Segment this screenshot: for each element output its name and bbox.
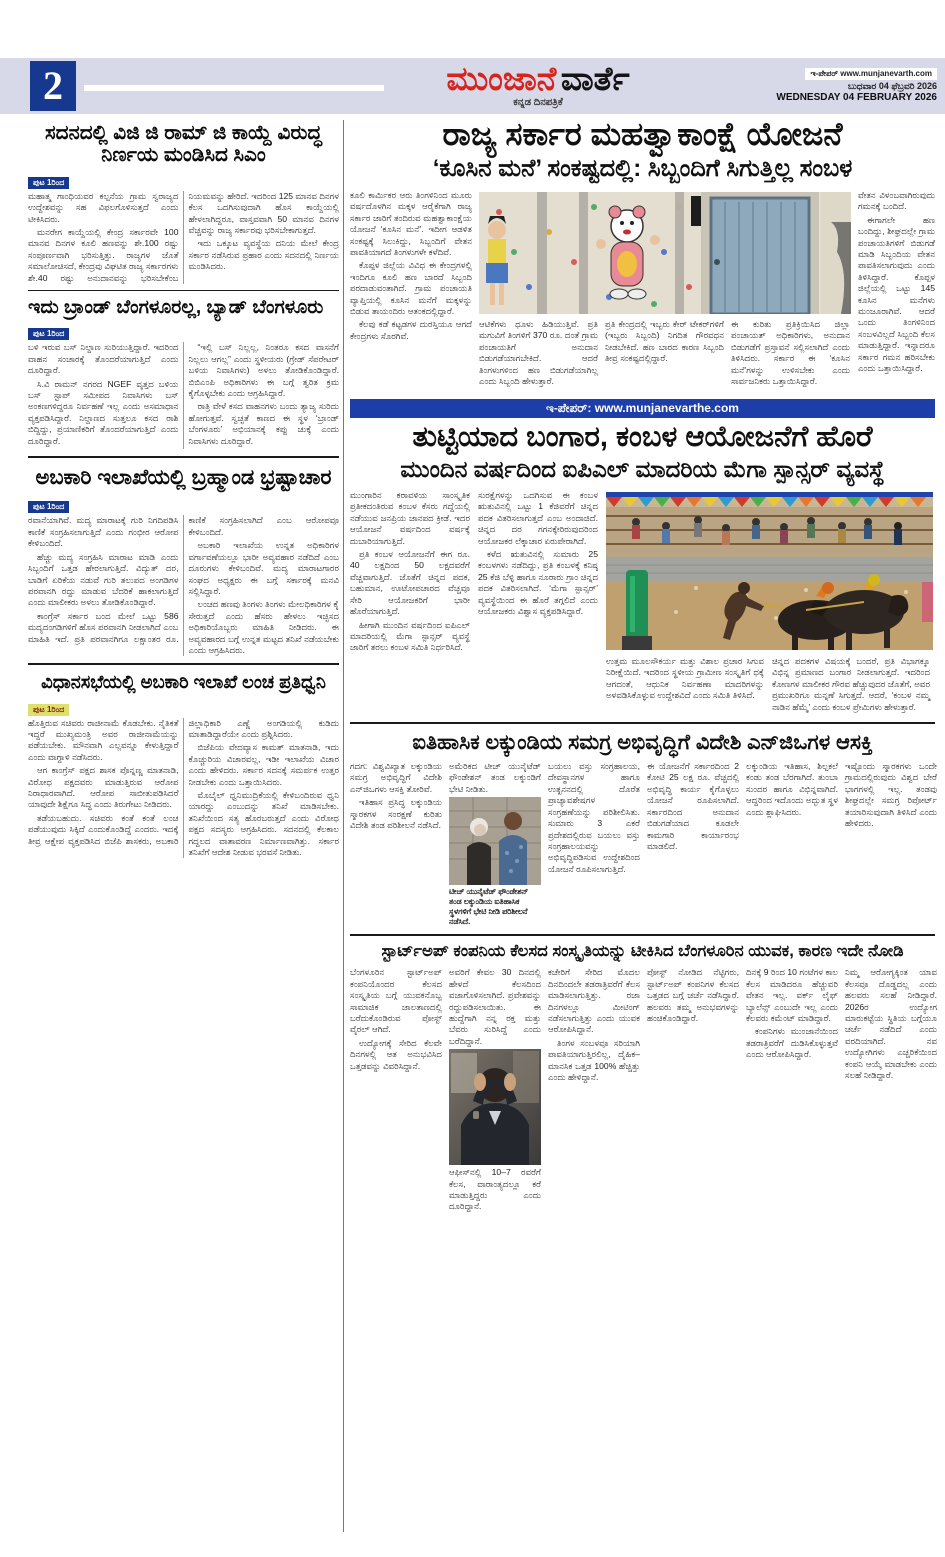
article-cm-resolution (28, 120, 339, 284)
stressed-man-photo (449, 1049, 541, 1165)
article-body-column: ಕೂಲಿ ಕಾರ್ಮಿಕರ ಆರು ತಿಂಗಳಿನಿಂದ ಮೂರು ವರ್ಷದೊಳಗಿನ ಮಕ್ಕಳ ಆರೈಕೆಗಾಗಿ ರಾಜ್ಯ ಸರ್ಕಾರ ಜಾರಿಗೆ ತಂದಿರುವ ಮಹತ್ವಾಕಾಂಕ್ಷೆಯ ಯೋಜನೆ ‘ಕೂಸಿನ ಮನೆ’. ಇದೀಗ ಆಡಳಿತ ಸಂಕಷ್ಟಕ್ಕೆ ಸಿಲುಕಿದ್ದು, ಸಿಬ್ಬಂದಿಗೆ ವೇತನ ಪಾವತಿಯಾಗದೆ ತಿಂಗಳುಗಳೇ ಕಳೆದಿವೆ. ಕೊಪ್ಪಳ ಜಿಲ್ಲೆಯ ವಿವಿಧ ಈ ಕೇಂದ್ರಗಳಲ್ಲಿ ಇಂದಿಗೂ ಕೂಲಿ ಹಣ ಬಾರದೆ ಸಿಬ್ಬಂದಿ ಪರದಾಡುವಂತಾಗಿದೆ. ಗ್ರಾಮ ಪಂಚಾಯತಿ ವ್ಯಾಪ್ತಿಯಲ್ಲಿ ಕೂಸಿನ ಮನೆಗೆ ಮಕ್ಕಳನ್ನು ಬಿಡುವ ತಾಯಂದಿರು ಆತಂಕದಲ್ಲಿದ್ದಾರೆ. ಕೆಲವು ಕಡೆ ಕಟ್ಟಡಗಳ ದುರಸ್ತಿಯೂ ಆಗದೆ ಕೇಂದ್ರಗಳು ಸೊರಗಿವೆ. (350, 189, 472, 341)
article-body-column: ಬಯಲು ವಸ್ತು ಸಂಗ್ರಹಾಲಯ, ದೇವಸ್ಥಾನಗಳ ಹಾಗೂ ಉತ್ಖನನದಲ್ಲಿ ದೊರೆತ ಪ್ರಾಚ್ಯಾವಶೇಷಗಳ ಸಂಗ್ರಹಣೆಯನ್ನು ಪರಿಶೀಲಿಸಿತು. ಸುಮಾರು 3 ಎಕರೆ ಪ್ರದೇಶದಲ್ಲಿರುವ ಬಯಲು ವಸ್ತು ಸಂಗ್ರಹಾಲಯವನ್ನು ಅಭಿವೃದ್ಧಿಪಡಿಸುವ ಉದ್ದೇಶದಿಂದ ಯೋಜನೆ ರೂಪಿಸಲಾಗುತ್ತಿದೆ. (548, 761, 640, 874)
from-page-tag: ಪುಟ 1ರಿಂದ (28, 501, 69, 513)
article-headline: ಅಬಕಾರಿ ಇಲಾಖೆಯಲ್ಲಿ ಬ್ರಹ್ಮಾಂಡ ಭ್ರಷ್ಟಾಚಾರ (35, 465, 332, 489)
page-number: 2 (30, 61, 76, 111)
from-page-tag: ಪುಟ 1ರಿಂದ (28, 328, 69, 340)
article-koosina-mane (350, 118, 935, 389)
article-body-column: ಗದಗ: ವಿಶ್ವವಿಖ್ಯಾತ ಲಕ್ಕುಂಡಿಯ ಸಮಗ್ರ ಅಭಿವೃದ್ಧಿಗೆ ವಿದೇಶಿ ಎನ್‌ಜಿಒಗಳು ಆಸಕ್ತಿ ತೋರಿವೆ. ಇತಿಹಾಸ ಪ್ರಸಿದ್ಧ ಲಕ್ಕುಂಡಿಯ ಸ್ಮಾರಕಗಳ ಸಂರಕ್ಷಣೆ ಕುರಿತು ವಿದೇಶಿ ತಂಡ ಪರಿಶೀಲನೆ ನಡೆಸಿದೆ. (350, 761, 442, 831)
photo-caption: ಟೀಚ್ ಯುನೈಟೆಡ್ ಫೌಂಡೇಶನ್ ತಂಡ ಲಕ್ಕುಂಡಿಯ ಐತಿಹಾಸಿಕ ಸ್ಥಳಗಳಿಗೆ ಭೇಟಿ ನೀಡಿ ಪರಿಶೀಲನೆ ನಡೆಸಿದೆ. (449, 887, 529, 927)
article-body-column: ಈ ಕುರಿತು ಪ್ರತಿಕ್ರಿಯಿಸಿದ ಜಿಲ್ಲಾ ಪಂಚಾಯತ್ ಅಧಿಕಾರಿಗಳು, ಅನುದಾನ ಬಿಡುಗಡೆಗೆ ಪ್ರಸ್ತಾವನೆ ಸಲ್ಲಿಸಲಾಗಿದೆ ಎಂದು ತಿಳಿಸಿದರು. ಸರ್ಕಾರ ಈ ‘ಕೂಸಿನ ಮನೆ’ಗಳನ್ನು ಉಳಿಸಬೇಕು ಎಂದು ಸಾರ್ವಜನಿಕರು ಒತ್ತಾಯಿಸಿದ್ದಾರೆ. (731, 318, 850, 387)
startup-headline: ಸ್ಟಾರ್ಟ್‌ಅಪ್ ಕಂಪನಿಯ ಕೆಲಸದ ಸಂಸ್ಕೃತಿಯನ್ನು ಟೀಕಿಸಿದ ಬೆಂಗಳೂರಿನ ಯುವಕ, ಕಾರಣ ಇದೇ ನೋಡಿ (381, 942, 904, 961)
kambala-headline: ತುಟ್ಟಿಯಾದ ಬಂಗಾರ, ಕಂಬಳ ಆಯೋಜನೆಗೆ ಹೊರೆ (412, 421, 873, 454)
date-kannada: ಬುಧವಾರ 04 ಫೆಬ್ರವರಿ 2026 (847, 81, 937, 91)
from-page-tag: ಪುಟ 1ರಿಂದ (28, 704, 69, 716)
right-column (350, 118, 935, 1215)
article-body-column: ಚಿನ್ನದ ಪದಕಗಳ ವಿಷಯಕ್ಕೆ ಬಂದರೆ, ಪ್ರತಿ ವಿಭಾಗಕ್ಕೂ ವಿಭಿನ್ನ ಪ್ರಮಾಣದ ಬಂಗಾರ ನೀಡಲಾಗುತ್ತದೆ. ಇದರಿಂದ ಕೋಣಗಳ ಮಾಲೀಕರ ಗೌರವ ಹೆಚ್ಚುವುದರ ಜೊತೆಗೆ, ಅವರ ಪ್ರಮುಖರಿಗೂ ಮನ್ನಣೆ ಸಿಗುತ್ತದೆ. ಆದರೆ, ‘ಕಂಬಳ ನಮ್ಮ ನಾಡಿನ ಹೆಮ್ಮೆ’ ಎಂದು ಕಂಬಳ ಪ್ರೇಮಿಗಳು ಹೇಳುತ್ತಾರೆ. (772, 656, 930, 712)
article-headline: ಇದು ಬ್ರಾಂಡ್ ಬೆಂಗಳೂರಲ್ಲ, ಬ್ಯಾಡ್ ಬೆಂಗಳೂರು (28, 297, 324, 319)
masthead-band (0, 58, 945, 114)
article-lakkundi-ngo (350, 726, 935, 927)
article-startup-culture (350, 938, 935, 1214)
title-word-red: ಮುಂಜಾನೆ (446, 60, 557, 97)
ngo-headline: ಐತಿಹಾಸಿಕ ಲಕ್ಕುಂಡಿಯ ಸಮಗ್ರ ಅಭಿವೃದ್ಧಿಗೆ ವಿದೇಶಿ ಎನ್‌ಜಿಒಗಳ ಆಸಕ್ತಿ (412, 731, 873, 755)
column-divider (343, 120, 344, 1532)
section-divider (350, 722, 935, 724)
kambala-subheadline: ಮುಂದಿನ ವರ್ಷದಿಂದ ಐಪಿಎಲ್ ಮಾದರಿಯ ಮೆಗಾ ಸ್ಪಾನ್ಸರ್ ವ್ಯವಸ್ಥೆ (400, 455, 885, 482)
article-body-column: ಪ್ರತಿ ಕೇಂದ್ರದಲ್ಲಿ ಇಬ್ಬರು ಕೇರ್ ಟೇಕರ್‌ಗಳಿಗೆ (ಇಬ್ಬರು ಸಿಬ್ಬಂದಿ) ನಿಗದಿತ ಗೌರವಧನ ನೀಡಬೇಕಿದೆ. ಹಣ ಬಾರದ ಕಾರಣ ಸಿಬ್ಬಂದಿ ತೀವ್ರ ಸಂಕಷ್ಟದಲ್ಲಿದ್ದಾರೆ. (605, 318, 724, 364)
section-divider (350, 934, 935, 936)
article-body-column: ವೇತನ ವಿಳಂಬವಾಗಿರುವುದು ಗಮನಕ್ಕೆ ಬಂದಿದೆ. ಈಗಾಗಲೇ ಹಣ ಬಂದಿದ್ದು, ಶೀಘ್ರದಲ್ಲೇ ಗ್ರಾಮ ಪಂಚಾಯತಿಗಳಿಗೆ ಬಿಡುಗಡೆ ಮಾಡಿ ಸಿಬ್ಬಂದಿಯ ವೇತನ ಪಾವತಿಸಲಾಗುವುದು ಎಂದು ತಿಳಿಸಿದ್ದಾರೆ. ಕೊಪ್ಪಳ ಜಿಲ್ಲೆಯಲ್ಲಿ ಒಟ್ಟು 145 ಕೂಸಿನ ಮನೆಗಳು ಮಂಜೂರಾಗಿವೆ. ಆದರೆ ಒಂದು ತಿಂಗಳಿನಿಂದ ಸಂಬಳವಿಲ್ಲದೆ ಸಿಬ್ಬಂದಿ ಕೆಲಸ ಮಾಡುತ್ತಿದ್ದಾರೆ. ಇನ್ನಾದರೂ ಸರ್ಕಾರ ಗಮನ ಹರಿಸಬೇಕು ಎಂದು ಒತ್ತಾಯಿಸಿದ್ದಾರೆ. (858, 189, 935, 374)
article-body-column: ಅಮೆರಿಕದ ಟೀಚ್ ಯುನೈಟೆಡ್ ಫೌಂಡೇಶನ್ ತಂಡ ಲಕ್ಕುಂಡಿಗೆ ಭೇಟಿ ನೀಡಿತು. (449, 761, 541, 794)
lakkundi-visit-photo (449, 797, 541, 885)
kambala-buffalo-race-photo (606, 492, 933, 650)
article-body-column: ಪೋಸ್ಟ್ ನೋಡಿದ ನೆಟ್ಟಿಗರು, ಸ್ಟಾರ್ಟ್‌ಅಪ್ ಕಂಪನಿಗಳ ಕೆಲಸದ ಒತ್ತಡದ ಬಗ್ಗೆ ಚರ್ಚೆ ನಡೆಸಿದ್ದಾರೆ. ಹಲವರು ತಮ್ಮ ಅನುಭವಗಳನ್ನು ಹಂಚಿಕೊಂಡಿದ್ದಾರೆ. (647, 967, 739, 1023)
article-body-column: ಸುರಕ್ಷೆಗಳನ್ನು ಒದಗಿಸುವ ಈ ಕಂಬಳ ಋತುವಿನಲ್ಲಿ ಒಟ್ಟು 1 ಕೆಜಿವರೆಗೆ ಚಿನ್ನದ ಪದಕ ವಿತರಿಸಲಾಗುತ್ತದೆ ಎಂಬ ಅಂದಾಜಿದೆ. ಚಿನ್ನದ ದರ ಗಗನಕ್ಕೇರಿರುವುದರಿಂದ ಆಯೋಜಕರ ಲೆಕ್ಕಾಚಾರ ಏರುಪೇರಾಗಿದೆ. ಕಳೆದ ಋತುವಿನಲ್ಲಿ ಸುಮಾರು 25 ಕಂಬಳಗಳು ನಡೆದಿದ್ದು, ಪ್ರತಿ ಕಂಬಳಕ್ಕೆ ಕನಿಷ್ಠ 25 ಕೆಜಿ ಬೆಳ್ಳಿ ಹಾಗೂ ನೂರಾರು ಗ್ರಾಂ ಚಿನ್ನದ ಪದಕ ವಿತರಿಸಲಾಗಿದೆ. ‘ಮೆಗಾ ಸ್ಪಾನ್ಸರ್’ ವ್ಯವಸ್ಥೆಯಿಂದ ಈ ಹೊರೆ ತಗ್ಗಲಿದೆ ಎಂದು ಆಯೋಜಕರು ವಿಶ್ವಾಸ ವ್ಯಕ್ತಪಡಿಸಿದ್ದಾರೆ. (478, 490, 598, 617)
epaper-url: ಇ-ಪೇಪರ್ www.munjanevarth.com (805, 68, 937, 80)
article-body-column: ದಿನಕ್ಕೆ 9 ರಿಂದ 10 ಗಂಟೆಗಳ ಕಾಲ ಕೆಲಸ ಮಾಡಿದರೂ ಹೆಚ್ಚುವರಿ ವೇತನ ಇಲ್ಲ. ವರ್ಕ್ ಲೈಫ್ ಬ್ಯಾಲೆನ್ಸ್ ಎಂಬುದೇ ಇಲ್ಲ ಎಂದು ಕೆಲವರು ಕಮೆಂಟ್ ಮಾಡಿದ್ದಾರೆ. ಕಂಪನಿಗಳು ಮುಂಜಾನೆಯಿಂದ ತಡರಾತ್ರಿವರೆಗೆ ದುಡಿಸಿಕೊಳ್ಳುತ್ತವೆ ಎಂದು ಆರೋಪಿಸಿದ್ದಾರೆ. (746, 967, 838, 1060)
article-body-column: ಆಫೀಸ್‌ನಲ್ಲಿ 10–7 ರವರೆಗೆ ಕೆಲಸ, ವಾರಾಂತ್ಯದಲ್ಲೂ ಕರೆ ಮಾಡುತ್ತಿದ್ದರು ಎಂದು ದೂರಿದ್ದಾನೆ. (449, 1167, 541, 1212)
article-body: ರವಾನೆಯಾಗಿವೆ. ಮದ್ಯ ಮಾರಾಟಕ್ಕೆ ಗುರಿ ನಿಗದಿಪಡಿಸಿ ಕಾಣಿಕೆ ಸಂಗ್ರಹಿಸಲಾಗುತ್ತಿದೆ ಎಂದು ಗಂಭೀರ ಆರೋಪ ಕೇಳಿಬಂದಿದೆ. ಹೆಚ್ಚು ಮದ್ಯ ಸಂಗ್ರಹಿಸಿ ಮಾರಾಟ ಮಾಡಿ ಎಂದು ಸಿಬ್ಬಂದಿಗೆ ಒತ್ತಡ ಹೇರಲಾಗುತ್ತಿದೆ. ವಿದ್ಯುತ್ ದರ, ಬಾಡಿಗೆ ಏರಿಕೆಯ ನಡುವೆ ಗುರಿ ತಲುಪದ ಅಂಗಡಿಗಳ ಪರವಾನಗಿ ರದ್ದು ಮಾಡುವ ಬೆದರಿಕೆ ಹಾಕಲಾಗುತ್ತಿದೆ ಎಂದು ಮಾಲೀಕರು ಅಳಲು ತೋಡಿಕೊಂಡಿದ್ದಾರೆ. ಕಾಂಗ್ರೆಸ್ ಸರ್ಕಾರ ಬಂದ ಮೇಲೆ ಒಟ್ಟು 586 ಮದ್ಯದಂಗಡಿಗಳಿಗೆ ಹೊಸ ಪರವಾನಗಿ ನೀಡಲಾಗಿದೆ ಎಂಬ ಮಾಹಿತಿ ಇದೆ. ಪ್ರತಿ ಪರವಾನಗಿಗೂ ಲಕ್ಷಾಂತರ ರೂ. ಕಾಣಿಕೆ ಸಂಗ್ರಹಿಸಲಾಗಿದೆ ಎಂಬ ಆರೋಪವೂ ಕೇಳಿಬಂದಿದೆ. ಅಬಕಾರಿ ಇಲಾಖೆಯ ಉನ್ನತ ಅಧಿಕಾರಿಗಳ ವರ್ಗಾವಣೆಯಲ್ಲೂ ಭಾರೀ ಅವ್ಯವಹಾರ ನಡೆದಿದೆ ಎಂಬ ದೂರುಗಳು ಕೇಳಿಬಂದಿವೆ. ಮದ್ಯ ಮಾರಾಟಗಾರರ ಸಂಘದ ಅಧ್ಯಕ್ಷರು ಈ ಬಗ್ಗೆ ಸರ್ಕಾರಕ್ಕೆ ಮನವಿ ಸಲ್ಲಿಸಿದ್ದಾರೆ. ಲಂಚದ ಹಣವು ತಿಂಗಳು ತಿಂಗಳು ಮೇಲಧಿಕಾರಿಗಳ ಕೈ ಸೇರುತ್ತದೆ ಎಂದು ಹೆಸರು ಹೇಳಲು ಇಚ್ಛಿಸದ ಅಧಿಕಾರಿಯೊಬ್ಬರು ಮಾಹಿತಿ ನೀಡಿದರು. ಈ ಅವ್ಯವಹಾರದ ಬಗ್ಗೆ ಉನ್ನತ ಮಟ್ಟದ ತನಿಖೆ ನಡೆಯಬೇಕು ಎಂದು ಆಗ್ರಹಿಸಿದರು. (28, 515, 339, 655)
article-kambala (350, 422, 935, 715)
section-divider (28, 290, 339, 291)
article-body-column: ಅವರಿಗೆ ಕೇವಲ 30 ದಿನದಲ್ಲಿ ಹೇಳದೆ ಕೆಲಸದಿಂದ ವಜಾಗೊಳಿಸಲಾಗಿದೆ. ಪ್ರವೇಶವನ್ನು ರದ್ದುಪಡಿಸಲಾಯಿತು. ಈ ಹುದ್ದೆಗಾಗಿ ನನ್ನ ರಕ್ತ ಮತ್ತು ಬೆವರು ಸುರಿಸಿದ್ದೆ ಎಂದು ಬರೆದಿದ್ದಾನೆ. (449, 967, 541, 1046)
article-body-column: ಆಟಿಕೆಗಳು ಧೂಳು ಹಿಡಿಯುತ್ತಿವೆ. ಪ್ರತಿ ಮಗುವಿಗೆ ತಿಂಗಳಿಗೆ 370 ರೂ. ದಂತೆ ಗ್ರಾಮ ಪಂಚಾಯತಿಗೆ ಅನುದಾನ ಬಿಡುಗಡೆಯಾಗಬೇಕಿದೆ. ಆದರೆ ತಿಂಗಳುಗಳಿಂದ ಹಣ ಬಿಡುಗಡೆಯಾಗಿಲ್ಲ ಎಂದು ಸಿಬ್ಬಂದಿ ಹೇಳುತ್ತಾರೆ. (479, 318, 598, 387)
date-english: WEDNESDAY 04 FEBRUARY 2026 (776, 92, 937, 103)
main-headline: ರಾಜ್ಯ ಸರ್ಕಾರ ಮಹತ್ವಾಕಾಂಕ್ಷೆ ಯೋಜನೆ (442, 116, 843, 152)
article-body-column: ಲಕ್ಕುಂಡಿಯ ಇತಿಹಾಸ, ಶಿಲ್ಪಕಲೆ ಕಂಡು ತಂಡ ಬೆರಗಾಗಿದೆ. ತುಂಬಾ ಸುಂದರ ಹಾಗೂ ವಿಭಿನ್ನವಾಗಿದೆ. ಆದ್ದರಿಂದ ಇದೊಂದು ಅದ್ಭುತ ಸ್ಥಳ ಎಂದು ಶ್ಲಾಘಿಸಿದರು. (746, 761, 838, 817)
title-word-black: ವಾರ್ತೆ (560, 60, 630, 97)
article-body: ಹೊತ್ತಿರುವ ಸಚಿವರು ರಾಜೀನಾಮೆ ಕೊಡಬೇಕು. ನೈತಿಕತೆ ಇದ್ದರೆ ಮುಖ್ಯಮಂತ್ರಿ ಅವರ ರಾಜೀನಾಮೆಯನ್ನು ಪಡೆಯಬೇಕು. ಮೌನವಾಗಿ ಎಲ್ಲವನ್ನೂ ಕೇಳುತ್ತಿದ್ದಾರೆ ಎಂದು ವಾಗ್ದಾಳಿ ನಡೆಸಿದರು. ಆಗ ಕಾಂಗ್ರೆಸ್ ಪಕ್ಷದ ಶಾಸಕ ಪೊನ್ನಣ್ಣ ಮಾತನಾಡಿ, ವಿರೋಧ ಪಕ್ಷದವರು ಮಾಡುತ್ತಿರುವ ಆರೋಪ ನಿರಾಧಾರವಾಗಿದೆ. ಆರೋಪ ಸಾಬೀತುಪಡಿಸಿದರೆ ಯಾವುದೇ ಶಿಕ್ಷೆಗೂ ಸಿದ್ಧ ಎಂದು ತಿರುಗೇಟು ನೀಡಿದರು. ತಡೆಯಬಹುದು. ಸಚಿವರು ಕಂತೆ ಕಂತೆ ಲಂಚ ಪಡೆಯುವುದು ಸಿಕ್ಕಿದೆ ಎಂದುಕೊಂಡಿದ್ದೆ ಎಂದರು. ಇದಕ್ಕೆ ತೀವ್ರ ಆಕ್ಷೇಪ ವ್ಯಕ್ತಪಡಿಸಿದ ಬಿಜೆಪಿ ಶಾಸಕರು, ಅಬಕಾರಿ ಜಿಲ್ಲಾಧಿಕಾರಿ ಎಣ್ಣೆ ಅಂಗಡಿಯಲ್ಲಿ ಕುಡಿದು ಮಾತಾಡಿದ್ದಾರೆಯೇ ಎಂದು ಪ್ರಶ್ನಿಸಿದರು. ಬಿಜೆಪಿಯ ವೇದವ್ಯಾಸ ಕಾಮತ್ ಮಾತನಾಡಿ, ಇದು ಕೊಚ್ಚುರಿಯ ವಿಚಾರವಲ್ಲ, ಇಡೀ ಇಲಾಖೆಯ ವಿಚಾರ ಎಂದು ಹೇಳಿದರು. ಸರ್ಕಾರ ಸದನಕ್ಕೆ ಸಮರ್ಪಕ ಉತ್ತರ ನೀಡಬೇಕು ಎಂದು ಒತ್ತಾಯಿಸಿದರು. ಮೊಬೈಲ್ ಧ್ವನಿಮುದ್ರಿಕೆಯಲ್ಲಿ ಕೇಳಿಬಂದಿರುವ ಧ್ವನಿ ಯಾರದ್ದು ಎಂಬುದನ್ನು ತನಿಖೆ ಮಾಡಿಸಬೇಕು. ತನಿಖೆಯಿಂದ ಸತ್ಯ ಹೊರಬರುತ್ತದೆ ಎಂದು ವಿರೋಧ ಪಕ್ಷದ ಸದಸ್ಯರು ಆಗ್ರಹಿಸಿದರು. ಸದನದಲ್ಲಿ ಕೆಲಕಾಲ ಗದ್ದಲದ ವಾತಾವರಣ ನಿರ್ಮಾಣವಾಗಿತ್ತು. ಸರ್ಕಾರ ತನಿಖೆಗೆ ಆದೇಶ ನೀಡುವ ಭರವಸೆ ನೀಡಿತು. (28, 717, 339, 857)
article-bad-bengaluru (28, 293, 339, 449)
left-column (28, 120, 339, 858)
article-body: ಮಹಾತ್ಮ ಗಾಂಧಿಯವರ ಕಲ್ಪನೆಯ ಗ್ರಾಮ ಸ್ವರಾಜ್ಯದ ಉದ್ದೇಶವನ್ನು ಸಹ ವಿಫಲಗೊಳಿಸುತ್ತದೆ ಎಂದು ಟೀಕಿಸಿದರು. ಮನರೇಗ ಕಾಯ್ದೆಯಲ್ಲಿ ಕೇಂದ್ರ ಸರ್ಕಾರವೇ 100 ಮಾನವ ದಿನಗಳ ಕೂಲಿ ಹಣವನ್ನು ಶೇ.100 ರಷ್ಟು ಸಂಪೂರ್ಣವಾಗಿ ಭರಿಸುತ್ತಿತ್ತು. ರಾಜ್ಯಗಳ ಜೊತೆ ಸಮಾಲೋಚಿಸದೆ, ಕೇಂದ್ರವು ವಿಘಟಿತ ರಾಜ್ಯ ಸರ್ಕಾರಗಳು ಶೇ.40 ರಷ್ಟು ಅನುದಾನವನ್ನು ಭರಿಸಬೇಕೆಂಬ ನಿಯಮವನ್ನು ಹೇರಿದೆ. ಇದರಿಂದ 125 ಮಾನವ ದಿನಗಳ ಕೆಲಸ ಒದಗಿಸುವುದಾಗಿ ಹೊಸ ಕಾಯ್ದೆಯಲ್ಲಿ ಹೇಳಲಾಗಿದ್ದರೂ, ವಾಸ್ತವವಾಗಿ 50 ಮಾನವ ದಿನಗಳ ವೆಚ್ಚವನ್ನು ರಾಜ್ಯ ಸರ್ಕಾರವು ಭರಿಸಬೇಕಾಗುತ್ತದೆ. ಇದು ಒಕ್ಕೂಟ ವ್ಯವಸ್ಥೆಯ ದನಿಯ ಮೇಲೆ ಕೇಂದ್ರ ಸರ್ಕಾರ ನಡೆಸಿರುವ ಪ್ರಹಾರ ಎಂದು ಸದನದಲ್ಲಿ ನಿರ್ಣಯ ಮಂಡಿಸಿದರು. (28, 190, 339, 283)
main-subheadline: ‘ಕೂಸಿನ ಮನೆ’ ಸಂಕಷ್ಟದಲ್ಲಿ: ಸಿಬ್ಬಂದಿಗೆ ಸಿಗುತ್ತಿಲ್ಲ ಸಂಬಳ (432, 154, 853, 182)
epaper-banner: ಇ-ಪೇಪರ್: www.munjanevarthe.com (350, 399, 935, 418)
masthead-rule (84, 85, 384, 91)
article-body-column: ಬೆಂಗಳೂರಿನ ಸ್ಟಾರ್ಟ್‌ಅಪ್ ಕಂಪನಿಯೊಂದರ ಕೆಲಸದ ಸಂಸ್ಕೃತಿಯ ಬಗ್ಗೆ ಯುವಕನೊಬ್ಬ ಸಾಮಾಜಿಕ ಜಾಲತಾಣದಲ್ಲಿ ಬರೆದುಕೊಂಡಿರುವ ಪೋಸ್ಟ್ ವೈರಲ್ ಆಗಿದೆ. ಉದ್ಯೋಗಕ್ಕೆ ಸೇರಿದ ಕೆಲವೇ ದಿನಗಳಲ್ಲಿ ಆತ ಅನುಭವಿಸಿದ ಒತ್ತಡವನ್ನು ವಿವರಿಸಿದ್ದಾನೆ. (350, 967, 442, 1071)
masthead-date-block (752, 63, 937, 103)
section-divider (28, 663, 339, 665)
article-body-column: ಇಷ್ಟೊಂದು ಸ್ಮಾರಕಗಳು ಒಂದೇ ಗ್ರಾಮದಲ್ಲಿರುವುದು ವಿಶ್ವದ ಬೇರೆ ಭಾಗಗಳಲ್ಲಿ ಇಲ್ಲ. ತಂಡವು ಶೀಘ್ರದಲ್ಲೇ ಸಮಗ್ರ ರಿಪೋರ್ಟ್ ತಯಾರಿಸುವುದಾಗಿ ತಿಳಿಸಿದೆ ಎಂದು ಹೇಳಿದರು. (845, 761, 937, 829)
article-body-column: ನಿಮ್ಮ ಆರೋಗ್ಯಕ್ಕಿಂತ ಯಾವ ಕೆಲಸವೂ ದೊಡ್ಡದಲ್ಲ ಎಂದು ಹಲವರು ಸಲಹೆ ನೀಡಿದ್ದಾರೆ. 2026ರ ಉದ್ಯೋಗ ಮಾರುಕಟ್ಟೆಯ ಸ್ಥಿತಿಯ ಬಗ್ಗೆಯೂ ಚರ್ಚೆ ನಡೆದಿದೆ ಎಂದು ವರದಿಯಾಗಿದೆ. ನವ ಉದ್ಯೋಗಿಗಳು ಎಚ್ಚರಿಕೆಯಿಂದ ಕಂಪನಿ ಆಯ್ಕೆ ಮಾಡಬೇಕು ಎಂದು ಸಲಹೆ ನೀಡಿದ್ದಾರೆ. (845, 967, 937, 1080)
anganwadi-wall-and-door-photo (479, 192, 851, 314)
article-excise-corruption (28, 460, 339, 656)
tagline: ಕನ್ನಡ ದಿನಪತ್ರಿಕೆ (513, 97, 563, 108)
article-assembly-bribe (28, 667, 339, 858)
article-headline: ವಿಧಾನಸಭೆಯಲ್ಲಿ ಅಬಕಾರಿ ಇಲಾಖೆ ಲಂಚ ಪ್ರತಿಧ್ವನಿ (41, 672, 326, 693)
article-body-column: ಉತ್ತಮ ಮೂಲಸೌಕರ್ಯ ಮತ್ತು ವಿಶಾಲ ಪ್ರಚಾರ ಸಿಗುವ ನಿರೀಕ್ಷೆಯಿದೆ. ಇದರಿಂದ ಸ್ಥಳೀಯ ಗ್ರಾಮೀಣ ಸಂಸ್ಕೃತಿಗೆ ಧಕ್ಕೆ ಆಗದಂತೆ, ಆಧುನಿಕ ನಿರ್ವಹಣಾ ಮಾದರಿಗಳನ್ನು ಅಳವಡಿಸಿಕೊಳ್ಳುವ ಉದ್ದೇಶವಿದೆ ಎಂದು ಸಮಿತಿ ತಿಳಿಸಿದೆ. (606, 656, 764, 701)
newspaper-title (388, 60, 688, 108)
from-page-tag: ಪುಟ 1ರಿಂದ (28, 177, 69, 189)
article-headline: ಸದನದಲ್ಲಿ ವಿಜಿ ಜಿ ರಾಮ್ ಜಿ ಕಾಯ್ದೆ ವಿರುದ್ಧ ನಿರ್ಣಯ ಮಂಡಿಸಿದ ಸಿಎಂ (45, 122, 322, 167)
article-body-column: ಮುಂಗಾರಿನ ಕರಾವಳಿಯ ಸಾಂಸ್ಕೃತಿಕ ಪ್ರತೀಕದಂತಿರುವ ಕಂಬಳ ಕೆಸರು ಗದ್ದೆಯಲ್ಲಿ ನಡೆಯುವ ಜನಪ್ರಿಯ ಜಾನಪದ ಕ್ರೀಡೆ. ಇದರ ಆಯೋಜನೆ ವರ್ಷದಿಂದ ವರ್ಷಕ್ಕೆ ದುಬಾರಿಯಾಗುತ್ತಿದೆ. ಪ್ರತಿ ಕಂಬಳ ಆಯೋಜನೆಗೆ ಈಗ ರೂ. 40 ಲಕ್ಷದಿಂದ 50 ಲಕ್ಷದವರೆಗೆ ವೆಚ್ಚವಾಗುತ್ತಿದೆ. ಜೊತೆಗೆ ಚಿನ್ನದ ಪದಕ, ಬಹುಮಾನ, ಊಟೋಪಚಾರದ ವೆಚ್ಚವೂ ಸೇರಿ ಆಯೋಜಕರಿಗೆ ಭಾರೀ ಹೊರೆಯಾಗುತ್ತಿದೆ. ಹೀಗಾಗಿ ಮುಂದಿನ ವರ್ಷದಿಂದ ಐಪಿಎಲ್ ಮಾದರಿಯಲ್ಲಿ ಮೆಗಾ ಸ್ಪಾನ್ಸರ್ ವ್ಯವಸ್ಥೆ ಜಾರಿಗೆ ತರಲು ಕಂಬಳ ಸಮಿತಿ ನಿರ್ಧರಿಸಿದೆ. (350, 490, 470, 653)
section-divider (28, 456, 339, 458)
article-body-column: ಕಚೇರಿಗೆ ಸೇರಿದ ಮೊದಲ ದಿನದಿಂದಲೇ ತಡರಾತ್ರಿವರೆಗೆ ಕೆಲಸ ಮಾಡಿಸಲಾಗುತ್ತಿತ್ತು. ರಜಾ ದಿನಗಳಲ್ಲೂ ಮೀಟಿಂಗ್ ನಡೆಸಲಾಗುತ್ತಿತ್ತು ಎಂದು ಯುವಕ ಆರೋಪಿಸಿದ್ದಾನೆ. ತಿಂಗಳ ಸಂಬಳವೂ ಸರಿಯಾಗಿ ಪಾವತಿಯಾಗುತ್ತಿರಲಿಲ್ಲ, ದೈಹಿಕ–ಮಾನಸಿಕ ಒತ್ತಡ 100% ಹೆಚ್ಚಿತ್ತು ಎಂದು ಹೇಳಿದ್ದಾನೆ. (548, 967, 640, 1082)
article-body-column: ಈ ಯೋಜನೆಗೆ ಸರ್ಕಾರದಿಂದ 2 ಕೋಟಿ 25 ಲಕ್ಷ ರೂ. ವೆಚ್ಚದಲ್ಲಿ ಅಭಿವೃದ್ಧಿ ಕಾರ್ಯ ಕೈಗೊಳ್ಳಲು ಯೋಜನೆ ರೂಪಿಸಲಾಗಿದೆ. ಸರ್ಕಾರದಿಂದ ಅನುದಾನ ಬಿಡುಗಡೆಯಾದ ಕೂಡಲೇ ಕಾಮಗಾರಿ ಕಾರ್ಯಾರಂಭ ಮಾಡಲಿದೆ. (647, 761, 739, 851)
article-body: ಬಳಿ ಇರುವ ಬಸ್ ನಿಲ್ದಾಣ ಸುರಿಯುತ್ತಿದ್ದಾರೆ. ಇದರಿಂದ ವಾಹನ ಸಂಚಾರಕ್ಕೆ ತೊಂದರೆಯಾಗುತ್ತಿದೆ ಎಂದು ದೂರಿದ್ದಾರೆ. ಸಿ.ವಿ ರಾಮನ್ ನಗರದ NGEF ವೃತ್ತದ ಬಳಿಯ ಬಸ್ ಸ್ಟಾಪ್ ಸಮೀಪದ ನಿವಾಸಿಗಳು ಬಸ್ ಅಂಕಣಗಳಿದ್ದರೂ ನಿರ್ವಹಣೆ ಇಲ್ಲ ಎಂದು ಅಸಮಾಧಾನ ವ್ಯಕ್ತಪಡಿಸಿದ್ದಾರೆ. ನಿಲ್ದಾಣದ ಸುತ್ತಲೂ ಕಸದ ರಾಶಿ ಬಿದ್ದಿದ್ದು, ಪ್ರಯಾಣಿಕರಿಗೆ ತೊಂದರೆಯಾಗುತ್ತಿದೆ ಎಂದು ದೂರಿದ್ದಾರೆ. “ಇಲ್ಲಿ ಬಸ್ ನಿಲ್ಲಲ್ಲ, ನಿಂತರೂ ಕಸದ ವಾಸನೆಗೆ ನಿಲ್ಲಲು ಆಗಲ್ಲ” ಎಂದು ಸ್ಥಳೀಯರು (ಗ್ರೇಡ್ ಸೆಪರೇಟರ್ ಬಳಿಯ ನಿವಾಸಿಗಳು) ಅಳಲು ತೋಡಿಕೊಂಡಿದ್ದಾರೆ. ಬಿಬಿಎಂಪಿ ಅಧಿಕಾರಿಗಳು ಈ ಬಗ್ಗೆ ತ್ವರಿತ ಕ್ರಮ ಕೈಗೊಳ್ಳಬೇಕು ಎಂದು ಆಗ್ರಹಿಸಿದ್ದಾರೆ. ರಾತ್ರಿ ವೇಳೆ ಕಸದ ವಾಹನಗಳು ಬಂದು ತ್ಯಾಜ್ಯ ಸುರಿದು ಹೋಗುತ್ತವೆ. ಸ್ವಚ್ಛತೆ ಕಾಣದ ಈ ಸ್ಥಳ ‘ಬ್ರಾಂಡ್ ಬೆಂಗಳೂರು’ ಅಭಿಯಾನಕ್ಕೆ ಕಪ್ಪು ಚುಕ್ಕೆ ಎಂದು ನಿವಾಸಿಗಳು ದೂರಿದ್ದಾರೆ. (28, 342, 339, 446)
